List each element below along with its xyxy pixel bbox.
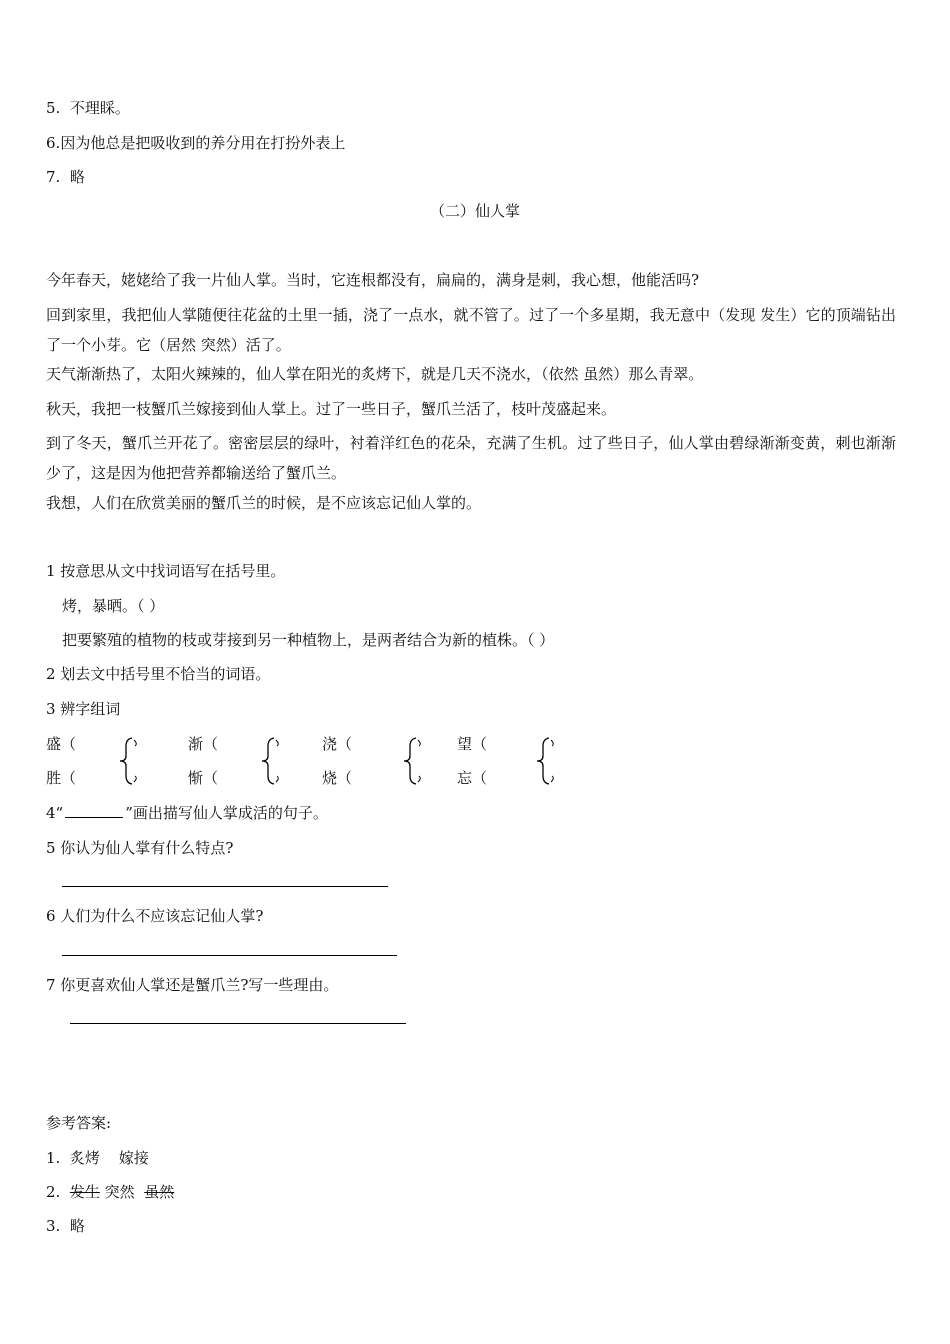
- char-pair-group: [322, 734, 432, 790]
- answer-text: 因为他总是把吸收到的养分用在打扮外表上: [60, 134, 346, 152]
- question-2: 2 划去文中括号里不恰当的词语。: [46, 665, 271, 683]
- question-4-suffix: ”画出描写仙人掌成活的句子。: [125, 804, 328, 822]
- brace-icon: [114, 736, 140, 786]
- question-4-prefix: 4“: [46, 804, 64, 822]
- prev-answer-5: [46, 98, 130, 118]
- char-top: 浇（: [322, 735, 353, 753]
- answer-number: 5.: [46, 99, 61, 117]
- answer-text: 略: [69, 168, 85, 186]
- struck-word: 虽然: [144, 1183, 175, 1201]
- answers-heading: 参考答案:: [46, 1114, 112, 1132]
- answer-number: 2.: [46, 1183, 61, 1201]
- passage-paragraph: 回到家里，我把仙人掌随便往花盆的土里一插，浇了一点水，就不管了。过了一个多星期，我无意中（发现 发生）它的顶端钻出了一个小芽。它（居然 突然）活了。: [46, 306, 896, 354]
- answer-text: 略: [69, 1217, 85, 1235]
- passage-paragraph: 到了冬天，蟹爪兰开花了。密密层层的绿叶，衬着洋红色的花朵，充满了生机。过了些日子，仙人掌由碧绿渐渐变黄，刺也渐渐少了，这是因为他把营养都输送给了蟹爪兰。: [46, 434, 896, 482]
- question-1a: 烤，暴晒。（ ）: [62, 597, 165, 615]
- char-top: 盛（: [46, 735, 77, 753]
- answer-1: [46, 1148, 149, 1168]
- char-pair-group: [46, 734, 156, 790]
- question-3: 3 辨字组词: [46, 700, 121, 718]
- char-top: 渐（: [188, 735, 219, 753]
- answer-3: [46, 1216, 85, 1236]
- answer-line: [70, 1023, 406, 1024]
- answer-word: 突然: [104, 1183, 135, 1201]
- answer-text: 炙烤 嫁接: [69, 1149, 149, 1167]
- passage-paragraph: 秋天，我把一枝蟹爪兰嫁接到仙人掌上。过了一些日子，蟹爪兰活了，枝叶茂盛起来。: [46, 400, 617, 418]
- answer-number: 3.: [46, 1217, 61, 1235]
- char-pair-group: [188, 734, 298, 790]
- answer-number: 6.: [46, 134, 61, 152]
- passage-paragraph: 我想，人们在欣赏美丽的蟹爪兰的时候，是不应该忘记仙人掌的。: [46, 494, 482, 512]
- answer-2: [46, 1182, 174, 1202]
- char-bottom: 惭（: [188, 769, 219, 787]
- answer-text: 不理睬。: [69, 99, 130, 117]
- char-bottom: 胜（: [46, 769, 77, 787]
- question-1b: 把要繁殖的植物的枝或芽接到另一种植物上，是两者结合为新的植株。（ ）: [62, 631, 555, 649]
- char-bottom: 忘（: [457, 769, 488, 787]
- answer-line: [62, 886, 388, 887]
- brace-icon: [398, 736, 424, 786]
- struck-word: 发生: [69, 1183, 100, 1201]
- passage-title: （二）仙人掌: [429, 202, 520, 220]
- answer-blank: [65, 803, 123, 818]
- question-4: [46, 803, 328, 823]
- question-7: 7 你更喜欢仙人掌还是蟹爪兰?写一些理由。: [46, 976, 339, 994]
- brace-icon: [256, 736, 282, 786]
- char-bottom: 烧（: [322, 769, 353, 787]
- char-top: 望（: [457, 735, 488, 753]
- answer-number: 1.: [46, 1149, 61, 1167]
- question-1: 1 按意思从文中找词语写在括号里。: [46, 562, 286, 580]
- answer-number: 7.: [46, 168, 61, 186]
- passage-paragraph: 天气渐渐热了，太阳火辣辣的，仙人掌在阳光的炙烤下，就是几天不浇水，（依然 虽然）那么青翠。: [46, 365, 704, 383]
- brace-icon: [531, 736, 557, 786]
- passage-paragraph: 今年春天，姥姥给了我一片仙人掌。当时，它连根都没有，扁扁的，满身是刺，我心想，他能活吗?: [46, 271, 700, 289]
- prev-answer-7: [46, 167, 85, 187]
- question-5: 5 你认为仙人掌有什么特点?: [46, 839, 234, 857]
- char-pair-group: [457, 734, 567, 790]
- prev-answer-6: [46, 133, 345, 153]
- question-6: 6 人们为什么不应该忘记仙人掌?: [46, 907, 264, 925]
- answer-line: [62, 955, 397, 956]
